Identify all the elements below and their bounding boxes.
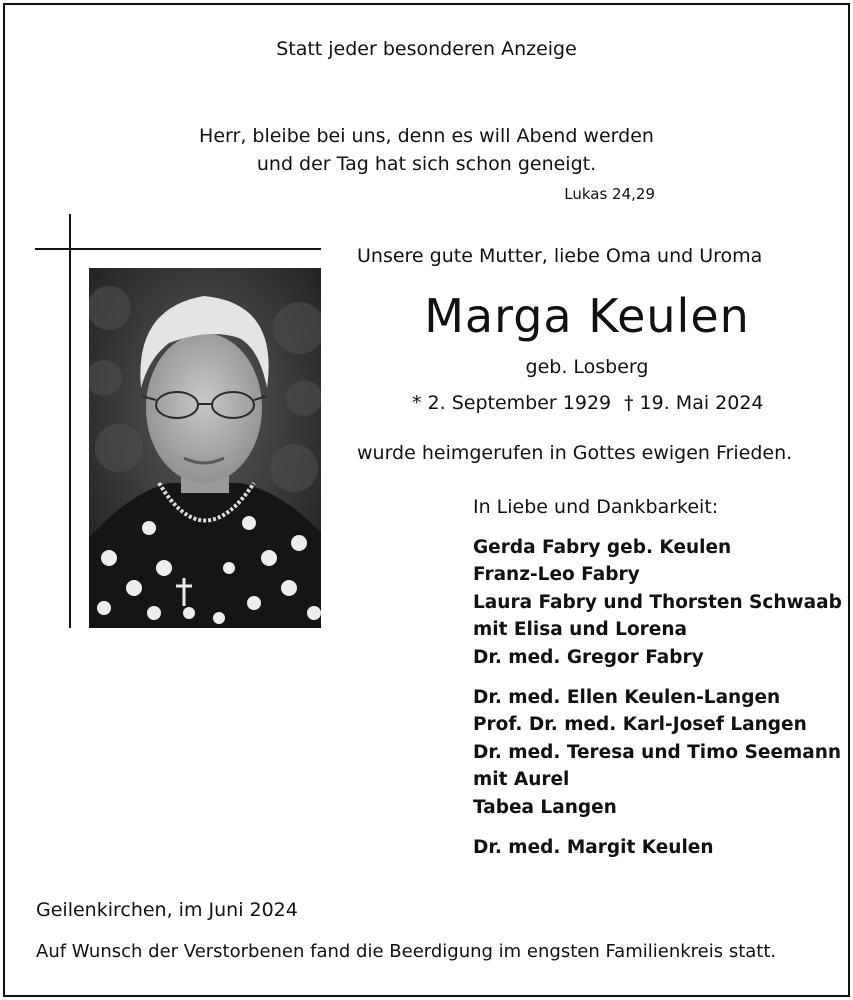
birth-date: * 2. September 1929: [412, 392, 612, 414]
mourner-name: Laura Fabry und Thorsten Schwaab: [473, 592, 842, 613]
mourner-name: Gerda Fabry geb. Keulen: [473, 537, 732, 558]
death-date: † 19. Mai 2024: [624, 392, 764, 414]
mourner-name: Dr. med. Margit Keulen: [473, 837, 714, 858]
verse-line-1: Herr, bleibe bei uns, denn es will Abend werden: [199, 125, 654, 147]
mourner-name: Franz-Leo Fabry: [473, 564, 640, 585]
mourner-name: mit Elisa und Lorena: [473, 619, 688, 640]
cross-vertical-bar: [69, 214, 71, 628]
place-date: Geilenkirchen, im Juni 2024: [36, 899, 298, 921]
mourner-name: Tabea Langen: [473, 797, 617, 818]
maiden-name: geb. Losberg: [525, 356, 649, 378]
cross-horizontal-bar: [35, 248, 321, 250]
portrait-photo: [89, 268, 321, 628]
mourners-heading: In Liebe und Dankbarkeit:: [473, 496, 719, 518]
message-line: wurde heimgerufen in Gottes ewigen Frieden.: [357, 442, 793, 464]
intro-line: Unsere gute Mutter, liebe Oma und Uroma: [357, 245, 763, 267]
verse-line-2: und der Tag hat sich schon geneigt.: [256, 153, 597, 175]
mourner-name: Prof. Dr. med. Karl-Josef Langen: [473, 714, 807, 735]
funeral-note: Auf Wunsch der Verstorbenen fand die Beerdigung im engsten Familienkreis statt.: [36, 941, 777, 962]
mourner-name: mit Aurel: [473, 769, 570, 790]
mourner-name: Dr. med. Gregor Fabry: [473, 647, 704, 668]
mourner-name: Dr. med. Teresa und Timo Seemann: [473, 742, 842, 763]
verse-reference: Lukas 24,29: [564, 185, 655, 203]
notice-header: Statt jeder besonderen Anzeige: [276, 38, 577, 60]
deceased-name: Marga Keulen: [424, 289, 750, 343]
mourner-name: Dr. med. Ellen Keulen-Langen: [473, 687, 781, 708]
